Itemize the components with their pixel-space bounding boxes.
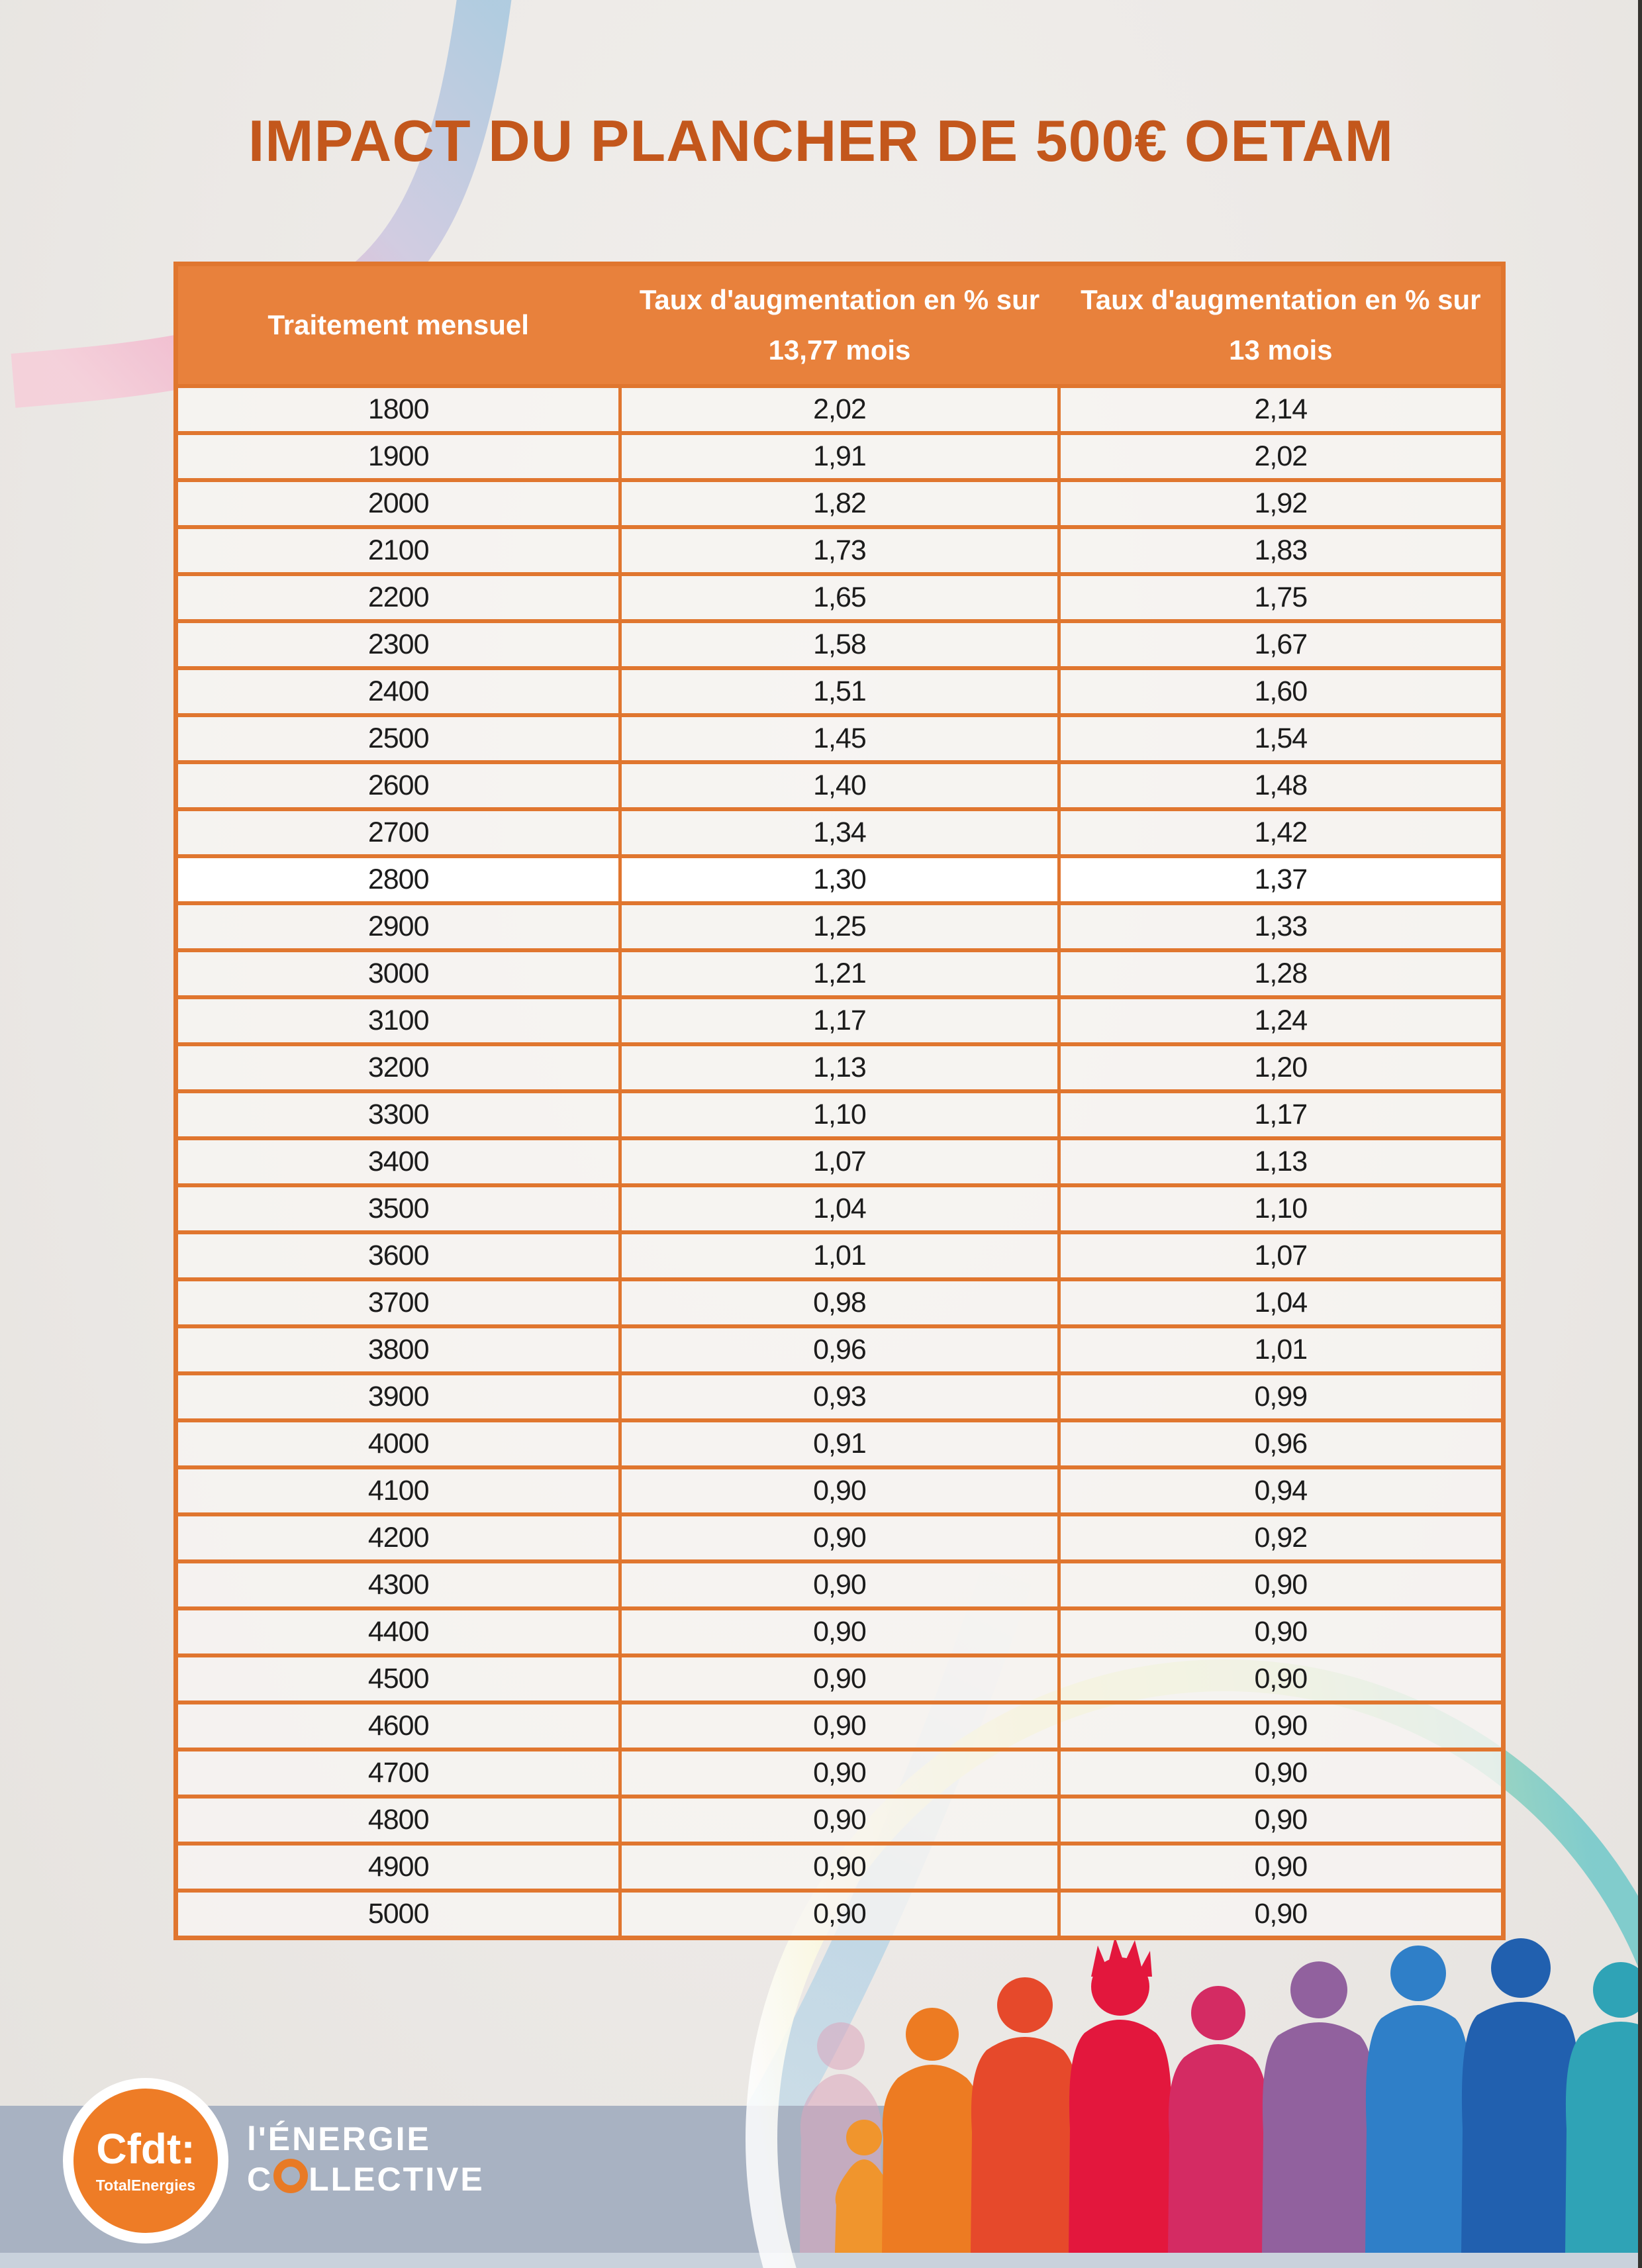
table-cell: 1,13 [618, 1046, 1060, 1089]
table-cell: 0,90 [618, 1469, 1060, 1512]
table-cell: 1,40 [618, 764, 1060, 807]
table-cell: 0,90 [1061, 1610, 1501, 1653]
header-col3-line1: Taux d'augmentation en % sur [1081, 284, 1481, 315]
table-row [178, 1701, 1501, 1748]
table-cell: 1,37 [1061, 858, 1501, 901]
collective-o-donut-icon [273, 2159, 308, 2193]
table-cell: 3800 [178, 1328, 618, 1371]
table-cell: 3500 [178, 1187, 618, 1230]
table-cell: 1,01 [1061, 1328, 1501, 1371]
table-cell: 2,02 [618, 388, 1060, 431]
table-row [178, 901, 1501, 948]
table-row [178, 572, 1501, 619]
header-col2-line1: Taux d'augmentation en % sur [639, 284, 1040, 315]
table-cell: 1,83 [1061, 529, 1501, 572]
table-cell: 0,90 [1061, 1799, 1501, 1842]
table-cell: 1,17 [1061, 1093, 1501, 1136]
table-cell: 1,34 [618, 811, 1060, 854]
table-cell: 1,28 [1061, 952, 1501, 995]
footer-bottom-strip [0, 2253, 1642, 2268]
table-cell: 1,67 [1061, 623, 1501, 666]
table-cell: 3700 [178, 1281, 618, 1324]
people-silhouettes-illustration [800, 1937, 1642, 2253]
table-row [178, 948, 1501, 995]
table-cell: 0,90 [1061, 1751, 1501, 1795]
cfdt-logo [63, 2078, 228, 2243]
table-cell: 0,94 [1061, 1469, 1501, 1512]
table-row [178, 1465, 1501, 1512]
table-cell: 4600 [178, 1704, 618, 1748]
table-cell: 0,99 [1061, 1375, 1501, 1418]
table-cell: 1,48 [1061, 764, 1501, 807]
table-cell: 1,51 [618, 670, 1060, 713]
table-cell: 3300 [178, 1093, 618, 1136]
table-cell: 3900 [178, 1375, 618, 1418]
table-cell: 2600 [178, 764, 618, 807]
table-cell: 3600 [178, 1234, 618, 1277]
tagline-line1: l'ÉNERGIE [247, 2120, 431, 2157]
table-cell: 0,98 [618, 1281, 1060, 1324]
table-row [178, 431, 1501, 478]
page-title: IMPACT DU PLANCHER DE 500€ OETAM [248, 108, 1394, 173]
table-cell: 3200 [178, 1046, 618, 1089]
table-cell: 0,92 [1061, 1516, 1501, 1559]
table-cell: 4100 [178, 1469, 618, 1512]
person-purple [1262, 1961, 1376, 2253]
table-row [178, 384, 1501, 431]
table-cell: 1,82 [618, 482, 1060, 525]
table-cell: 2,14 [1061, 388, 1501, 431]
table-cell: 0,96 [618, 1328, 1060, 1371]
table-cell: 1,92 [1061, 482, 1501, 525]
table-cell: 3400 [178, 1140, 618, 1183]
person-orange [882, 2008, 983, 2253]
table-cell: 0,90 [1061, 1657, 1501, 1701]
table-row [178, 1559, 1501, 1606]
table-cell: 1,33 [1061, 905, 1501, 948]
table-cell: 0,90 [1061, 1893, 1501, 1936]
table-header-traitement [178, 266, 618, 384]
table-cell: 2900 [178, 905, 618, 948]
table-cell: 1,30 [618, 858, 1060, 901]
table-row [178, 666, 1501, 713]
table-row [178, 1230, 1501, 1277]
table-row [178, 1089, 1501, 1136]
table-cell: 1,13 [1061, 1140, 1501, 1183]
table-cell: 4500 [178, 1657, 618, 1701]
table-cell: 1,73 [618, 529, 1060, 572]
table-header-row [178, 266, 1501, 384]
table-cell: 0,96 [1061, 1422, 1501, 1465]
table-cell: 0,90 [618, 1799, 1060, 1842]
table-cell: 4700 [178, 1751, 618, 1795]
cfdt-logo-sub: TotalEnergies [95, 2176, 196, 2194]
table-cell: 2,02 [1061, 435, 1501, 478]
header-col1-label: Traitement mensuel [267, 309, 529, 340]
person-blue [1365, 1946, 1471, 2253]
table-cell: 1,20 [1061, 1046, 1501, 1089]
table-cell: 1,42 [1061, 811, 1501, 854]
table-cell: 2300 [178, 623, 618, 666]
table-cell: 1,24 [1061, 999, 1501, 1042]
table-cell: 5000 [178, 1893, 618, 1936]
table-row [178, 1842, 1501, 1889]
table-cell: 3000 [178, 952, 618, 995]
table-cell: 4900 [178, 1846, 618, 1889]
footer-logo [63, 2078, 485, 2243]
table-header-taux-13 [1061, 266, 1501, 384]
table-row [178, 1136, 1501, 1183]
table-cell: 0,90 [618, 1846, 1060, 1889]
person-red-spiky-hair [1069, 1937, 1172, 2253]
table-cell: 0,93 [618, 1375, 1060, 1418]
impact-table [173, 262, 1506, 1940]
table-row [178, 807, 1501, 854]
person-red-orange [971, 1977, 1079, 2253]
person-teal [1565, 1962, 1642, 2253]
table-header-taux-1377 [618, 266, 1060, 384]
table-row [178, 1324, 1501, 1371]
table-row [178, 1795, 1501, 1842]
table-row [178, 713, 1501, 760]
table-cell: 1,45 [618, 717, 1060, 760]
table-row [178, 619, 1501, 666]
table-cell: 1,04 [618, 1187, 1060, 1230]
table-row [178, 995, 1501, 1042]
table-cell: 0,90 [618, 1657, 1060, 1701]
table-cell: 0,91 [618, 1422, 1060, 1465]
table-cell: 1,58 [618, 623, 1060, 666]
table-cell: 3100 [178, 999, 618, 1042]
table-cell: 4800 [178, 1799, 618, 1842]
table-cell: 1,25 [618, 905, 1060, 948]
table-cell: 0,90 [1061, 1846, 1501, 1889]
table-cell: 1,54 [1061, 717, 1501, 760]
table-cell: 4000 [178, 1422, 618, 1465]
table-row [178, 1653, 1501, 1701]
table-cell: 0,90 [618, 1610, 1060, 1653]
table-cell: 1,21 [618, 952, 1060, 995]
table-row [178, 1042, 1501, 1089]
table-row [178, 760, 1501, 807]
table-cell: 4200 [178, 1516, 618, 1559]
table-cell: 1,01 [618, 1234, 1060, 1277]
table-cell: 0,90 [618, 1704, 1060, 1748]
table-cell: 0,90 [618, 1516, 1060, 1559]
table-cell: 1,07 [1061, 1234, 1501, 1277]
table-cell: 1,17 [618, 999, 1060, 1042]
table-cell: 2000 [178, 482, 618, 525]
table-cell: 2200 [178, 576, 618, 619]
table-cell: 2400 [178, 670, 618, 713]
cfdt-logo-brand: Cfdt: [96, 2124, 195, 2173]
header-col2-line2: 13,77 mois [768, 334, 911, 366]
table-cell: 1,91 [618, 435, 1060, 478]
table-cell: 2800 [178, 858, 618, 901]
table-cell: 1800 [178, 388, 618, 431]
table-cell: 1,07 [618, 1140, 1060, 1183]
table-cell: 1,75 [1061, 576, 1501, 619]
table-cell: 0,90 [618, 1751, 1060, 1795]
table-row [178, 854, 1501, 901]
table-cell: 1900 [178, 435, 618, 478]
table-cell: 1,60 [1061, 670, 1501, 713]
header-col3-line2: 13 mois [1229, 334, 1333, 366]
table-row [178, 1512, 1501, 1559]
table-cell: 2700 [178, 811, 618, 854]
table-row [178, 1183, 1501, 1230]
table-cell: 1,10 [1061, 1187, 1501, 1230]
person-dark-blue [1461, 1938, 1580, 2253]
table-row [178, 1418, 1501, 1465]
table-row [178, 478, 1501, 525]
table-row [178, 1889, 1501, 1936]
table-row [178, 525, 1501, 572]
table-cell: 1,04 [1061, 1281, 1501, 1324]
table-row [178, 1606, 1501, 1653]
table-cell: 0,90 [618, 1563, 1060, 1606]
table-cell: 1,10 [618, 1093, 1060, 1136]
table-row [178, 1277, 1501, 1324]
table-cell: 2100 [178, 529, 618, 572]
tagline-line2: C LLECTIVE [247, 2159, 485, 2199]
table-cell: 0,90 [1061, 1704, 1501, 1748]
table-row [178, 1371, 1501, 1418]
table-row [178, 1748, 1501, 1795]
table-cell: 1,65 [618, 576, 1060, 619]
table-cell: 0,90 [1061, 1563, 1501, 1606]
table-cell: 0,90 [618, 1893, 1060, 1936]
energie-collective-tagline [247, 2119, 485, 2199]
table-body [178, 384, 1501, 1936]
table-cell: 2500 [178, 717, 618, 760]
table-cell: 4400 [178, 1610, 618, 1653]
table-cell: 4300 [178, 1563, 618, 1606]
right-edge-scan-line [1638, 0, 1642, 2268]
person-crimson [1168, 1986, 1269, 2253]
